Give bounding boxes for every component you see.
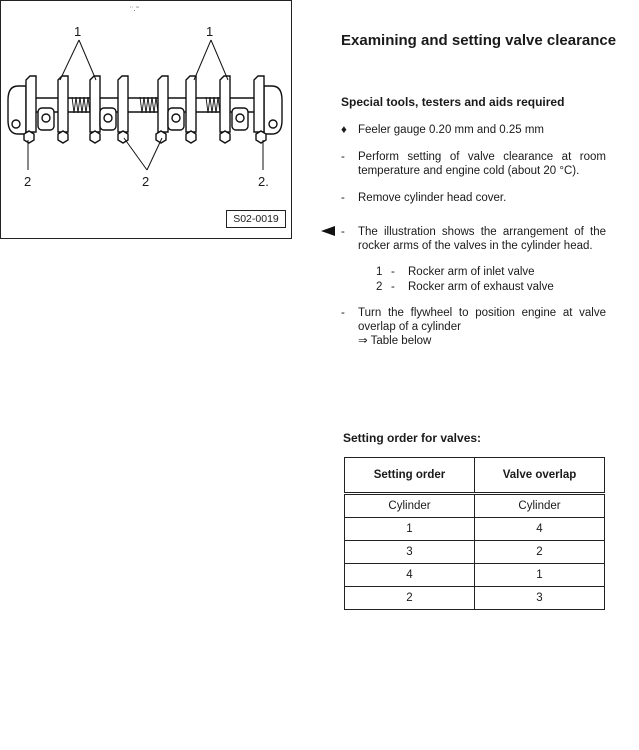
step-item bbox=[341, 191, 606, 205]
table-cell: Cylinder bbox=[475, 494, 605, 518]
dash-marker: - bbox=[341, 192, 345, 204]
table-row bbox=[345, 541, 605, 564]
item-text: Feeler gauge 0.20 mm and 0.25 mm bbox=[358, 124, 545, 136]
item-text: Turn the flywheel to position engine at valve overlap of a cylinder bbox=[358, 307, 606, 333]
dash-marker: - bbox=[341, 151, 345, 163]
table-cell: 1 bbox=[475, 564, 605, 587]
legend-text: Rocker arm of inlet valve bbox=[408, 266, 535, 278]
table-cell: 3 bbox=[475, 587, 605, 610]
callout-1-right: 1 bbox=[206, 24, 214, 39]
tool-item bbox=[341, 123, 606, 137]
scan-mark: ¨·˜ bbox=[130, 5, 139, 15]
legend-item bbox=[376, 280, 554, 295]
table-cell: 4 bbox=[475, 518, 605, 541]
step-item bbox=[341, 150, 606, 178]
legend-number: 2 bbox=[376, 281, 383, 293]
table-cell: 4 bbox=[345, 564, 475, 587]
item-text: The illustration shows the arrangement of the rocker arms of the valves in the cylinder head. bbox=[358, 226, 606, 252]
legend-dash: - bbox=[391, 266, 395, 278]
col-header-setting-order: Setting order bbox=[345, 458, 475, 494]
diamond-bullet-icon: ♦ bbox=[341, 124, 347, 136]
callout-2-right: 2. bbox=[258, 174, 269, 189]
table-cell: Cylinder bbox=[345, 494, 475, 518]
legend-dash: - bbox=[391, 281, 395, 293]
table-cell: 1 bbox=[345, 518, 475, 541]
dash-marker: - bbox=[341, 307, 345, 319]
step-item bbox=[341, 306, 606, 348]
callout-2-left: 2 bbox=[24, 174, 32, 189]
callout-1-left: 1 bbox=[74, 24, 82, 39]
callout-2-center: 2 bbox=[142, 174, 150, 189]
legend-item bbox=[376, 265, 535, 280]
rocker-arm-illustration bbox=[0, 0, 292, 239]
table-row bbox=[345, 494, 605, 518]
table-row bbox=[345, 564, 605, 587]
step-item bbox=[341, 225, 606, 253]
item-text: Perform setting of valve clearance at room temperature and engine cold (about 20 °C). bbox=[358, 151, 606, 177]
table-reference: ⇒ Table below bbox=[358, 335, 432, 347]
table-cell: 3 bbox=[345, 541, 475, 564]
table-heading: Setting order for valves: bbox=[343, 431, 482, 445]
table-header-row bbox=[345, 458, 605, 494]
rocker-shaft-drawing bbox=[0, 0, 290, 237]
valve-order-table bbox=[344, 457, 605, 610]
legend-text: Rocker arm of exhaust valve bbox=[408, 281, 554, 293]
table-cell: 2 bbox=[475, 541, 605, 564]
figure-id-label: S02-0019 bbox=[226, 210, 286, 228]
dash-marker: - bbox=[341, 226, 345, 238]
item-text: Remove cylinder head cover. bbox=[358, 192, 507, 204]
table-row bbox=[345, 587, 605, 610]
col-header-valve-overlap: Valve overlap bbox=[475, 458, 605, 494]
tools-heading: Special tools, testers and aids required bbox=[341, 95, 565, 109]
legend-number: 1 bbox=[376, 266, 383, 278]
table-cell: 2 bbox=[345, 587, 475, 610]
left-pointer-arrow-icon bbox=[321, 224, 341, 238]
table-row bbox=[345, 518, 605, 541]
page-title: Examining and setting valve clearance bbox=[341, 32, 617, 49]
